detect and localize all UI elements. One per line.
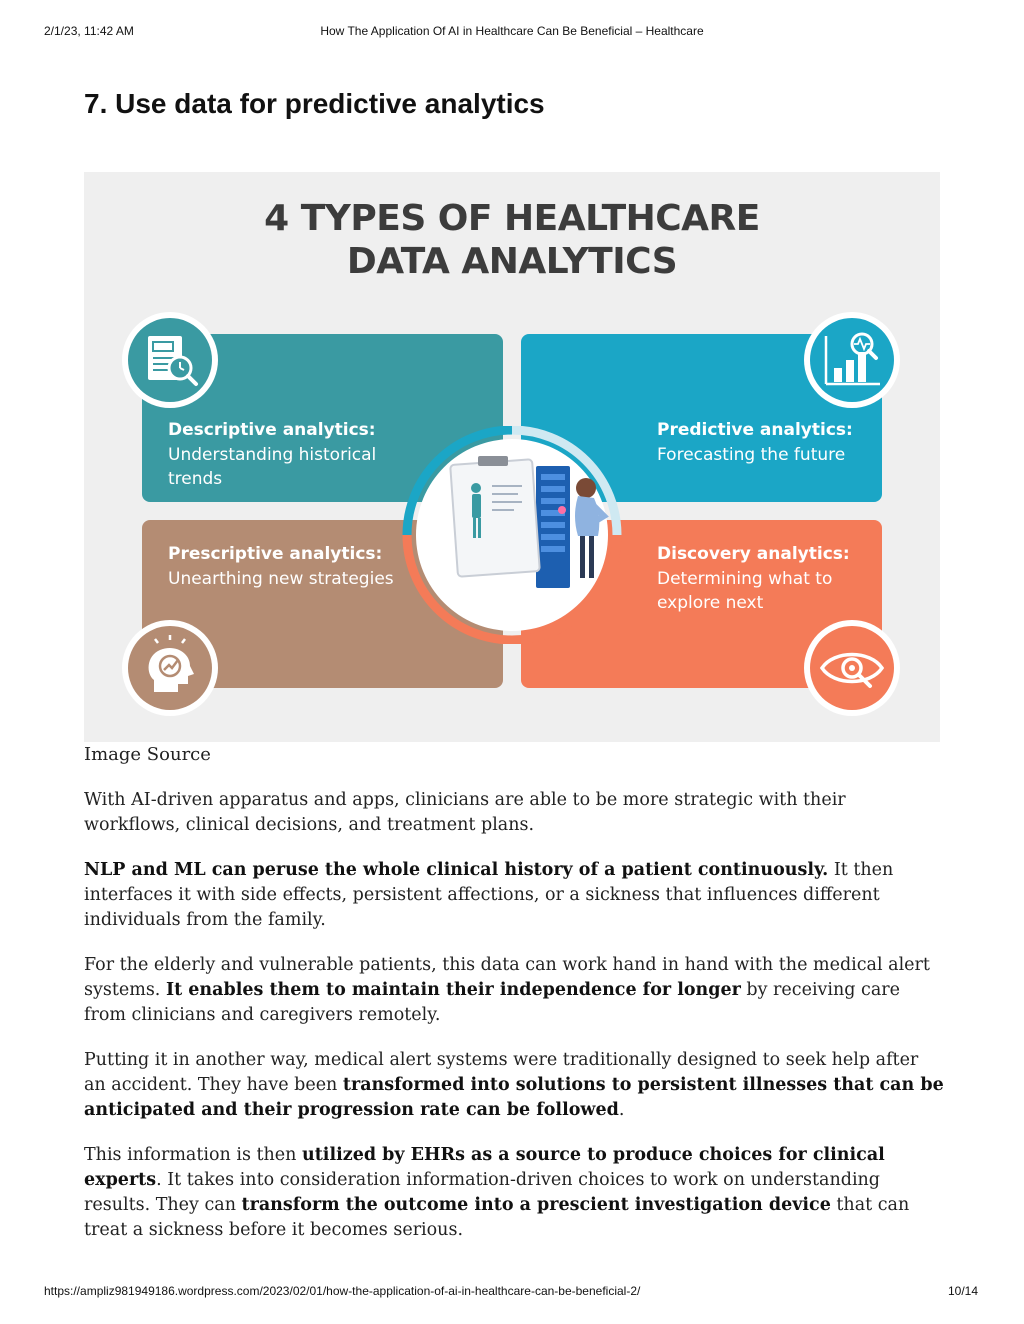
bar-chart-growth-icon	[804, 312, 900, 408]
card-description: Unearthing new strategies	[168, 569, 394, 589]
card-description: Forecasting the future	[657, 445, 846, 465]
print-page-url: https://ampliz981949186.wordpress.com/2023/02/01/how-the-application-of-ai-in-healthcare-can-be-beneficial-2/	[44, 1284, 641, 1298]
paragraph-5: This information is then utilized by EHRs as a source to produce choices for clinical experts. It takes into consideration information-driven choices to work on understanding results. They can transform the outcome into a prescient investigation device that can treat a sickness before it becomes serious.	[84, 1145, 910, 1240]
report-magnifier-icon	[122, 312, 218, 408]
section-heading: 7. Use data for predictive analytics	[84, 88, 545, 119]
card-description: Determining what to explore next	[657, 569, 833, 613]
eye-magnifier-icon	[804, 620, 900, 716]
paragraph-2: NLP and ML can peruse the whole clinical history of a patient continuously. It then interfaces it with side effects, persistent affections, or a sickness that influences different individuals from the family.	[84, 860, 894, 930]
clinician-clipboard-illustration	[392, 426, 632, 644]
infographic-title-line1: 4 TYPES OF HEALTHCARE	[264, 198, 760, 239]
infographic-title-line2: DATA ANALYTICS	[346, 241, 678, 282]
page-number: 10/14	[947, 1284, 978, 1298]
print-page-title: How The Application Of AI in Healthcare Can Be Beneficial – Healthcare	[320, 24, 704, 38]
head-idea-icon	[122, 620, 218, 716]
image-source-link[interactable]: Image Source	[84, 744, 211, 765]
card-title: Descriptive analytics:	[168, 420, 376, 440]
paragraph-3: For the elderly and vulnerable patients, this data can work hand in hand with the medical alert systems. It enables them to maintain their independence for longer by receiving care from clinicians and caregivers remotely.	[84, 955, 930, 1025]
card-title: Predictive analytics:	[657, 420, 853, 440]
card-description: Understanding historical trends	[168, 445, 377, 489]
print-date: 2/1/23, 11:42 AM	[44, 24, 134, 38]
healthcare-analytics-infographic	[84, 172, 940, 742]
card-title: Prescriptive analytics:	[168, 544, 383, 564]
paragraph-1: With AI-driven apparatus and apps, clinicians are able to be more strategic with their workflows, clinical decisions, and treatment plans.	[84, 790, 846, 835]
paragraph-4: Putting it in another way, medical alert systems were traditionally designed to seek help after an accident. They have been transformed into solutions to persistent illnesses that can be anticipated and their progression rate can be followed.	[84, 1050, 944, 1120]
card-title: Discovery analytics:	[657, 544, 850, 564]
